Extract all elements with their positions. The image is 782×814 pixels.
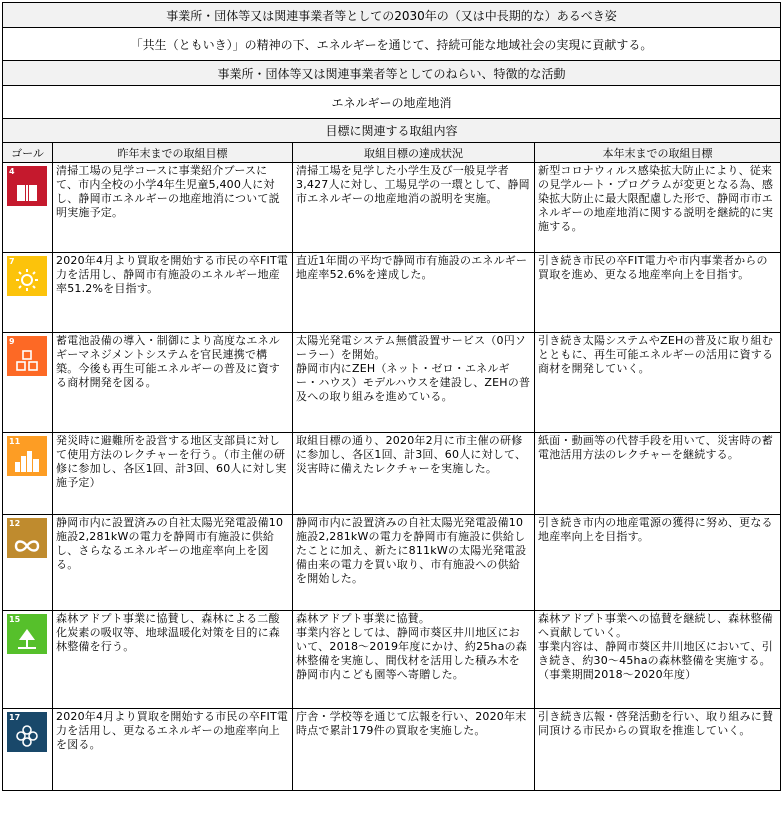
vision-label: 事業所・団体等又は関連事業者等としての2030年の（又は中長期的な）あるべき姿: [3, 3, 781, 28]
table-row: [3, 163, 781, 253]
prev-goal-cell: 森林アドプト事業に協賛し、森林による二酸化炭素の吸収等、地球温暖化対策を目的に森林整備を行う。: [53, 611, 293, 709]
goal-number: 17: [9, 713, 21, 722]
goal-cell: [3, 253, 53, 333]
partnership-icon: [15, 724, 39, 748]
goal-cell: [3, 709, 53, 791]
prev-goal-cell: 発災時に避難所を設営する地区支部員に対して使用方法のレクチャーを行う。（市主催の研修に参加し、各区1回、計3回、60人に対し実施予定）: [53, 433, 293, 515]
next-goal-cell: 引き続き太陽システムやZEHの普及に取り組むとともに、再生可能エネルギーの活用に資する商材を開発していく。: [535, 333, 781, 433]
col-header-prev: 昨年末までの取組目標: [53, 143, 293, 163]
goal-number: 7: [9, 257, 15, 266]
goal-number: 11: [9, 437, 21, 446]
city-icon: [14, 450, 40, 472]
next-goal-cell: 新型コロナウィルス感染拡大防止により、従来の見学ルート・プログラムが変更となる為、感染拡大防止に最大限配慮した形で、静岡市市エネルギーの地産地消に関する説明を継続的に実施する。: [535, 163, 781, 253]
goal-cell: [3, 611, 53, 709]
goal-number: 15: [9, 615, 21, 624]
goal-cell: [3, 515, 53, 611]
col-header-goal: ゴール: [3, 143, 53, 163]
goal-cell: [3, 433, 53, 515]
goal-number: 9: [9, 337, 15, 346]
status-cell: 清掃工場を見学した小学生及び一般見学者3,427人に対し、工場見学の一環として、静岡市エネルギーの地産地消の説明を実施。: [293, 163, 535, 253]
prev-goal-cell: 蓄電池設備の導入・制御により高度なエネルギーマネジメントシステムを官民連携で構築。今後も再生可能エネルギーの普及に資する商材開発を図る。: [53, 333, 293, 433]
prev-goal-cell: 清掃工場の見学コースに事業紹介ブースにて、市内全校の小学4年生児童5,400人に対し、静岡市エネルギーの地産地消について説明実施予定。: [53, 163, 293, 253]
status-cell: 太陽光発電システム無償設置サービス（0円ソーラー）を開始。 静岡市内にZEH（ネット・ゼロ・エネルギー・ハウス）モデルハウスを建設し、ZEHの普及への取り組みを進めている。: [293, 333, 535, 433]
next-goal-cell: 引き続き市民の卒FIT電力や市内事業者からの買取を進め、更なる地産率向上を目指す。: [535, 253, 781, 333]
vision-text: 「共生（ともいき）」の精神の下、エネルギーを通じて、持続可能な地域社会の実現に貢献する。: [3, 28, 781, 61]
next-goal-cell: 森林アドプト事業への協賛を継続し、森林整備へ貢献していく。 事業内容は、静岡市葵区井川地区において、引き続き、約30～45haの森林整備を実施する。（事業期間2018～2020年度）: [535, 611, 781, 709]
book-icon: [15, 184, 39, 202]
table-row: [3, 611, 781, 709]
prev-goal-cell: 2020年4月より買取を開始する市民の卒FIT電力を活用し、静岡市有施設のエネルギー地産率51.2%を目指す。: [53, 253, 293, 333]
tree-icon: [15, 628, 39, 650]
sdg-goal-15-icon: [7, 614, 47, 654]
sdg-goal-12-icon: [7, 518, 47, 558]
cubes-icon: [15, 350, 39, 372]
col-header-next: 本年末までの取組目標: [535, 143, 781, 163]
sdg-goal-11-icon: [7, 436, 47, 476]
col-header-status: 取組目標の達成状況: [293, 143, 535, 163]
infinity-icon: [13, 538, 41, 554]
next-goal-cell: 引き続き市内の地産電源の獲得に努め、更なる地産率向上を目指す。: [535, 515, 781, 611]
next-goal-cell: 紙面・動画等の代替手段を用いて、災害時の蓄電池活用方法のレクチャーを継続する。: [535, 433, 781, 515]
table-row: [3, 333, 781, 433]
table-row: [3, 433, 781, 515]
table-row: [3, 515, 781, 611]
sdg-goal-7-icon: [7, 256, 47, 296]
sdgs-report-table: [2, 2, 781, 791]
sdg-goal-17-icon: [7, 712, 47, 752]
table-row: [3, 253, 781, 333]
goal-number: 12: [9, 519, 21, 528]
status-cell: 庁舎・学校等を通じて広報を行い、2020年末時点で累計179件の買取を実施した。: [293, 709, 535, 791]
next-goal-cell: 引き続き広報・啓発活動を行い、取り組みに賛同頂ける市民からの買取を推進していく。: [535, 709, 781, 791]
sdg-goal-4-icon: [7, 166, 47, 206]
goal-number: 4: [9, 167, 15, 176]
status-cell: 静岡市内に設置済みの自社太陽光発電設備10施設2,281kWの電力を静岡市有施設に供給したことに加え、新たに811kWの太陽光発電設備由来の電力を買い取り、市有施設への供給を開始した。: [293, 515, 535, 611]
goal-cell: [3, 163, 53, 253]
aim-label: 事業所・団体等又は関連事業者等としてのねらい、特徴的な活動: [3, 61, 781, 86]
section-title: 目標に関連する取組内容: [3, 119, 781, 143]
status-cell: 森林アドプト事業に協賛。 事業内容としては、静岡市葵区井川地区において、2018～2019年度にかけ、約25haの森林整備を実施し、間伐材を活用した積み木を静岡市内こども園等へ寄贈した。: [293, 611, 535, 709]
status-cell: 取組目標の通り、2020年2月に市主催の研修に参加し、各区1回、計3回、60人に対して、災害時に備えたレクチャーを実施した。: [293, 433, 535, 515]
prev-goal-cell: 2020年4月より買取を開始する市民の卒FIT電力を活用し、更なるエネルギーの地産率向上を図る。: [53, 709, 293, 791]
table-row: [3, 709, 781, 791]
sdg-goal-9-icon: [7, 336, 47, 376]
sun-icon: [15, 268, 39, 292]
status-cell: 直近1年間の平均で静岡市有施設のエネルギー地産率52.6%を達成した。: [293, 253, 535, 333]
goal-cell: [3, 333, 53, 433]
aim-text: エネルギーの地産地消: [3, 86, 781, 119]
prev-goal-cell: 静岡市内に設置済みの自社太陽光発電設備10施設2,281kWの電力を静岡市有施設に供給し、さらなるエネルギーの地産率向上を図る。: [53, 515, 293, 611]
